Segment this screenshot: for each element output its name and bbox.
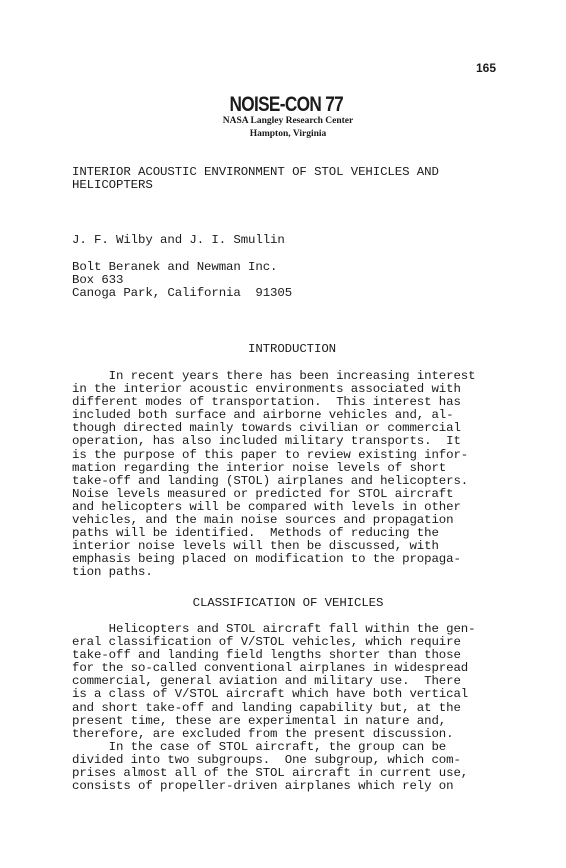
text-line: and short take-off and landing capability but, at the — [72, 700, 461, 715]
paper-title — [72, 166, 512, 192]
page-number: 165 — [476, 61, 497, 75]
text-line: and helicopters will be compared with levels in other — [72, 499, 461, 514]
text-line: commercial, general aviation and military use. There — [72, 674, 461, 689]
text-line: Helicopters and STOL aircraft fall within the gen- — [72, 622, 476, 636]
text-line: included both surface and airborne vehicles and, al- — [72, 408, 454, 423]
conference-name: NOISE-CON 77 — [229, 93, 344, 116]
affiliation-line: Bolt Beranek and Newman Inc. — [72, 260, 278, 274]
text-line: divided into two subgroups. One subgroup, which com- — [72, 752, 461, 767]
text-line: In recent years there has been increasing interest — [72, 369, 476, 383]
paper-title-line: HELICOPTERS — [72, 178, 153, 193]
text-line: interior noise levels will then be discussed, with — [72, 539, 439, 554]
text-line: paths will be identified. Methods of reducing the — [72, 526, 439, 541]
text-line: operation, has also included military transports. It — [72, 434, 461, 449]
text-line: vehicles, and the main noise sources and propagation — [72, 513, 454, 528]
classification-paragraph — [72, 623, 512, 793]
introduction-paragraph — [72, 370, 512, 580]
text-line: tion paths. — [72, 565, 153, 580]
text-line: mation regarding the interior noise levels of short — [72, 460, 447, 475]
paper-title-line: INTERIOR ACOUSTIC ENVIRONMENT OF STOL VEHICLES AND — [72, 165, 439, 179]
text-line: In the case of STOL aircraft, the group can be — [72, 739, 447, 754]
text-line: is the purpose of this paper to review existing infor- — [72, 447, 469, 462]
text-line: prises almost all of the STOL aircraft in current use, — [72, 766, 469, 781]
text-line: take-off and landing field lengths shorter than those — [72, 648, 461, 663]
affiliation-line: Canoga Park, California 91305 — [72, 286, 293, 301]
text-line: for the so-called conventional airplanes in widespread — [72, 661, 469, 676]
section-heading-introduction: INTRODUCTION — [247, 342, 337, 356]
text-line: therefore, are excluded from the present discussion. — [72, 726, 454, 741]
affiliation-line: Box 633 — [72, 273, 124, 288]
text-line: present time, these are experimental in nature and, — [72, 713, 447, 728]
section-heading-classification: CLASSIFICATION OF VEHICLES — [192, 596, 384, 610]
text-line: eral classification of V/STOL vehicles, which require — [72, 635, 461, 650]
text-line: Noise levels measured or predicted for STOL aircraft — [72, 486, 454, 501]
conference-host: NASA Langley Research Center — [222, 116, 354, 126]
text-line: take-off and landing (STOL) airplanes and helicopters. — [72, 473, 469, 488]
text-line: consists of propeller-driven airplanes which rely on — [72, 779, 454, 794]
text-line: in the interior acoustic environments associated with — [72, 382, 461, 397]
text-line: emphasis being placed on modification to the propaga- — [72, 552, 461, 567]
text-line: is a class of V/STOL aircraft which have both vertical — [72, 687, 469, 702]
author-affiliation — [72, 261, 512, 300]
conference-location: Hampton, Virginia — [249, 129, 327, 139]
text-line: though directed mainly towards civilian or commercial — [72, 421, 461, 436]
text-line: different modes of transportation. This interest has — [72, 395, 461, 410]
paper-authors: J. F. Wilby and J. I. Smullin — [72, 233, 285, 247]
